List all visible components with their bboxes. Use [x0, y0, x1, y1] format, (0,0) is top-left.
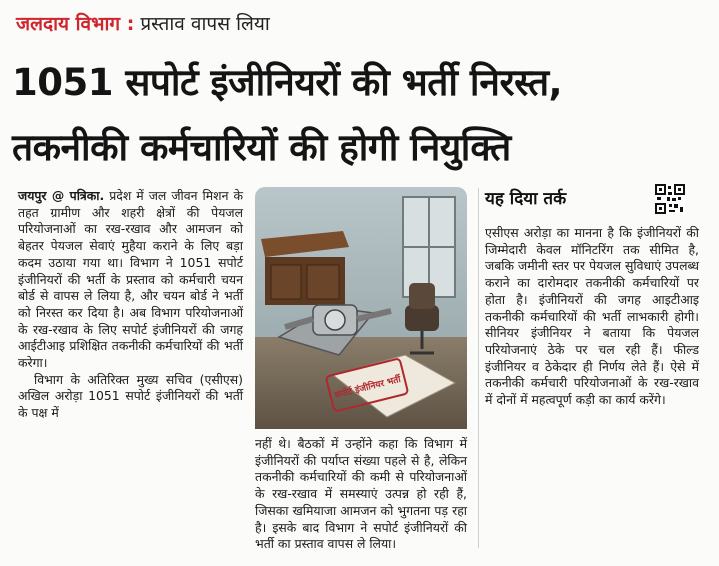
headline-line-2: तकनीकी कर्मचारियों की होगी नियुक्ति	[12, 126, 511, 169]
article-column-1	[18, 188, 243, 422]
dateline: जयपुर @ पत्रिका.	[18, 188, 105, 203]
sidebar-paragraph: एसीएस अरोड़ा का मानना है कि इंजीनियरों की जिम्मेदारी केवल मॉनिटरिंग तक सीमित है, जबकि जमीनी स्तर पर पेयजल सुविधाएं उपलब्ध कराने का दारोमदार तकनीकी कर्मचारियों पर होता है। इंजीनियरों की जगह आइटीआइ तकनीकी कर्मचारियों की भर्ती लाभकारी होगी। सीनियर इंजीनियर ने बताया कि पेयजल परियोजनाएं ठेके पर चल रही हैं। फील्ड इंजीनियर व ठेकेदार ही निर्णय लेते हैं। ऐसे में तकनीकी कर्मचारी परियोजनाओं के रख-रखाव में दोनों में महत्वपूर्ण कड़ी का कार्य करेंगे।	[485, 225, 699, 408]
headline-line-1: 1051 सपोर्ट इंजीनियरों की भर्ती निरस्त,	[12, 61, 563, 104]
kicker-department: जलदाय विभाग :	[16, 13, 135, 35]
sidebar-body	[485, 225, 699, 409]
kicker	[16, 10, 270, 36]
article-paragraph-1: प्रदेश में जल जीवन मिशन के तहत ग्रामीण और शहरी क्षेत्रों की पेयजल परियोजनाओं का रख-रखाव और आमजन को बेहतर पेयजल सेवाएं मुहैया कराने के लिए बड़ा कदम उठाया गया था। विभाग ने 1051 सपोर्ट इंजीनियरों की भर्ती के प्रस्ताव को कर्मचारी चयन बोर्ड से वापस ले लिया है, और चयन बोर्ड ने भर्ती को निरस्त कर दिया है। अब विभाग परियोजनाओं के रख-रखाव के लिए सपोर्ट इंजीनियरों की जगह आईटीआइ प्रशिक्षित तकनीकी कर्मचारियों की भर्ती करेगा।	[18, 188, 243, 371]
sidebar-heading: यह दिया तर्क	[485, 189, 567, 209]
article-column-2	[255, 436, 467, 553]
article-paragraph-2: विभाग के अतिरिक्त मुख्य सचिव (एसीएस) अखिल अरोड़ा 1051 सपोर्ट इंजीनियरों की भर्ती के पक्ष में	[18, 371, 243, 421]
article-paragraph-3: नहीं थे। बैठकों में उन्होंने कहा कि विभाग में इंजीनियरों की पर्याप्त संख्या पहले से है, लेकिन तकनीकी कर्मचारियों की कमी से परियोजनाओं के रख-रखाव में समस्याएं उत्पन्न हो रही हैं, जिसका खमियाजा आमजन को भुगतना पड़ रहा है। इसके बाद विभाग ने सपोर्ट इंजीनियरों की भर्ती का प्रस्ताव वापस ले लिया।	[255, 436, 467, 552]
sidebar-divider	[478, 188, 479, 548]
qr-code-icon	[655, 184, 685, 214]
kicker-subject: प्रस्ताव वापस लिया	[140, 13, 270, 35]
office-photo	[255, 187, 467, 429]
photo-stamp-text: सपोर्ट इंजीनियर भर्ती	[333, 374, 402, 401]
